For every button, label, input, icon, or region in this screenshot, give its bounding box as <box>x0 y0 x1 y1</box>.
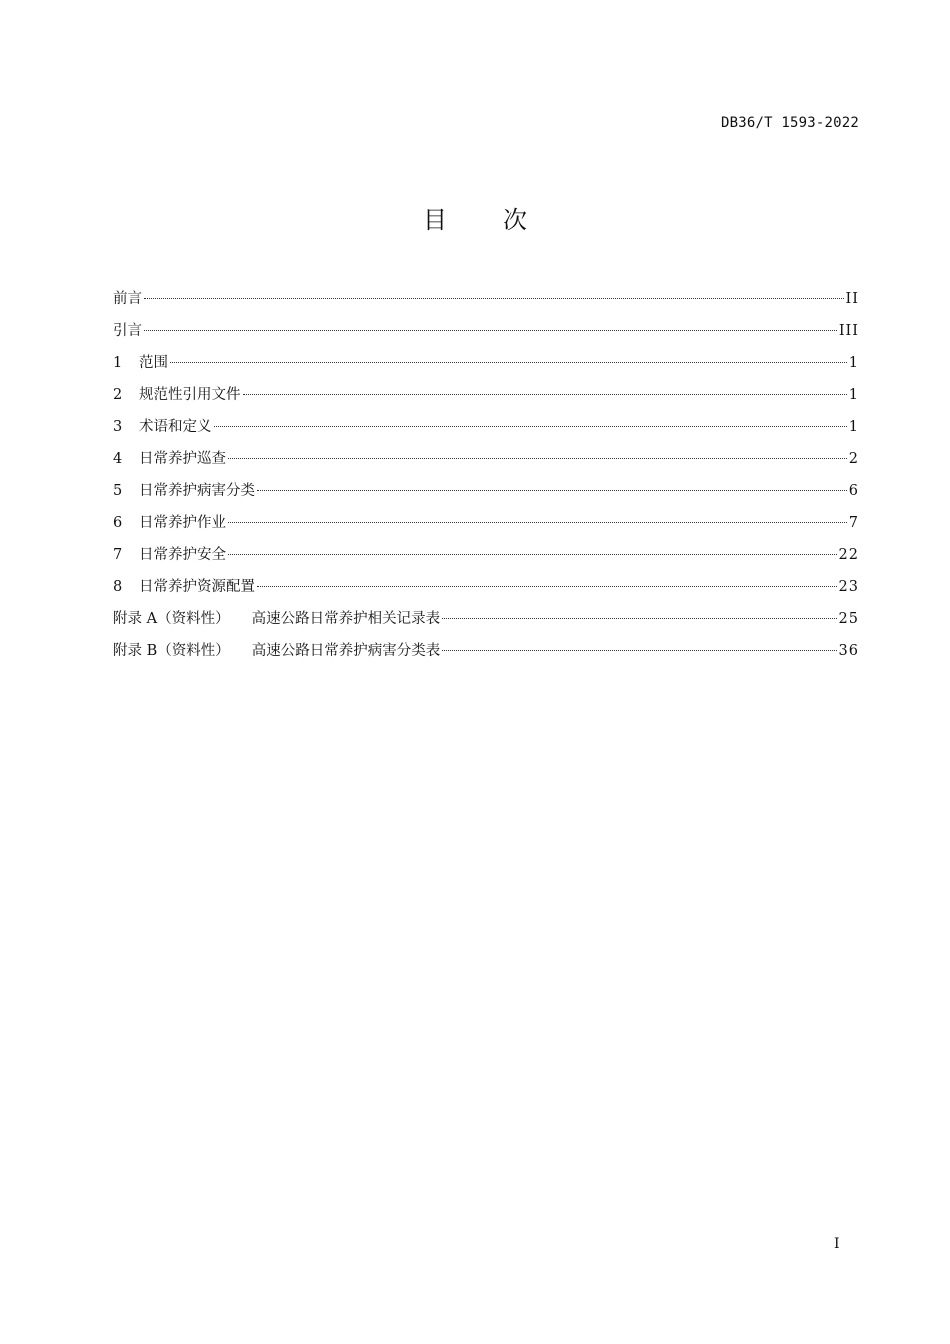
toc-label: 日常养护安全 <box>139 547 226 563</box>
toc-page-number: 6 <box>848 483 859 499</box>
toc-label <box>113 639 440 663</box>
toc-entry-appendix-b[interactable] <box>113 639 859 671</box>
toc-appendix-title: 高速公路日常养护病害分类表 <box>251 643 441 659</box>
toc-page-number: III <box>838 323 859 339</box>
table-of-contents <box>113 287 859 671</box>
toc-label <box>113 607 440 631</box>
toc-entry-maintenance-operations[interactable] <box>113 511 859 543</box>
toc-entry-daily-inspection[interactable] <box>113 447 859 479</box>
toc-section-number: 6 <box>113 515 123 531</box>
toc-page-number: 1 <box>848 387 859 403</box>
toc-page-number: 22 <box>838 547 859 563</box>
document-code: DB36/T 1593-2022 <box>720 115 859 131</box>
toc-page-number: 25 <box>838 611 859 627</box>
toc-label: 日常养护巡查 <box>139 451 226 467</box>
toc-entry-resource-allocation[interactable] <box>113 575 859 607</box>
toc-leader-dots <box>257 586 837 587</box>
toc-label: 引言 <box>113 323 142 339</box>
toc-page-number: 7 <box>848 515 859 531</box>
toc-leader-dots <box>228 554 837 555</box>
toc-section-number: 3 <box>113 419 123 435</box>
toc-label: 日常养护病害分类 <box>139 483 255 499</box>
toc-entry-foreword[interactable] <box>113 287 859 319</box>
toc-entry-scope[interactable] <box>113 351 859 383</box>
toc-section-number: 5 <box>113 483 123 499</box>
toc-leader-dots <box>243 394 847 395</box>
toc-page-number: 1 <box>848 419 859 435</box>
toc-label: 规范性引用文件 <box>139 387 241 403</box>
toc-page-number: II <box>845 291 859 307</box>
toc-section-number: 4 <box>113 451 123 467</box>
page-title <box>0 200 950 235</box>
toc-label: 日常养护资源配置 <box>139 579 255 595</box>
toc-page-number: 2 <box>848 451 859 467</box>
toc-page-number: 1 <box>848 355 859 371</box>
toc-label: 范围 <box>139 355 168 371</box>
toc-entry-defect-classification[interactable] <box>113 479 859 511</box>
footer-page-number: I <box>834 1236 840 1252</box>
toc-label: 日常养护作业 <box>139 515 226 531</box>
toc-section-number: 2 <box>113 387 123 403</box>
page-title-part-1: 目 <box>423 206 447 234</box>
toc-leader-dots <box>144 298 844 299</box>
toc-page-number: 23 <box>838 579 859 595</box>
toc-leader-dots <box>442 650 836 651</box>
toc-label: 前言 <box>113 291 142 307</box>
toc-entry-terms-definitions[interactable] <box>113 415 859 447</box>
toc-section-number: 1 <box>113 355 123 371</box>
toc-leader-dots <box>257 490 847 491</box>
toc-appendix-label: 附录 A（资料性） <box>113 611 230 627</box>
toc-entry-appendix-a[interactable] <box>113 607 859 639</box>
toc-appendix-label: 附录 B（资料性） <box>113 643 230 659</box>
toc-entry-maintenance-safety[interactable] <box>113 543 859 575</box>
toc-section-number: 7 <box>113 547 123 563</box>
toc-leader-dots <box>228 522 847 523</box>
toc-page-number: 36 <box>838 643 859 659</box>
page-title-part-2: 次 <box>503 206 527 234</box>
toc-section-number: 8 <box>113 579 123 595</box>
toc-label: 术语和定义 <box>139 419 212 435</box>
toc-appendix-title: 高速公路日常养护相关记录表 <box>251 611 441 627</box>
toc-entry-normative-references[interactable] <box>113 383 859 415</box>
toc-leader-dots <box>442 618 836 619</box>
toc-leader-dots <box>144 330 837 331</box>
toc-leader-dots <box>214 426 847 427</box>
toc-leader-dots <box>228 458 847 459</box>
toc-entry-introduction[interactable] <box>113 319 859 351</box>
toc-leader-dots <box>170 362 847 363</box>
